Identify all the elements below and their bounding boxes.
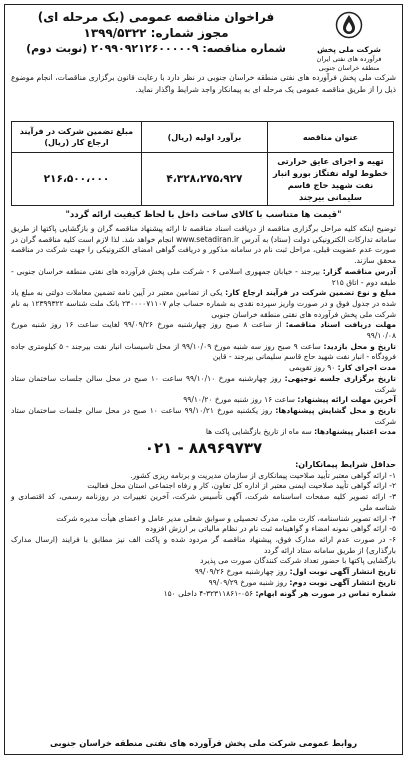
submit-label: آخرین مهلت ارائه پیشنهاد:	[297, 395, 396, 405]
phone-number: ۰۲۱ - ۸۸۹۶۹۷۳۷	[144, 439, 263, 458]
submit-line	[11, 395, 396, 406]
publish-first-line	[11, 567, 396, 578]
condition-item: ۱- ارائه گواهی معتبر تأیید صلاحیت پیمانکاری از سازمان مدیریت و برنامه ریزی کشور.	[130, 470, 396, 480]
condition-item: ۵- ارائه گواهی نمونه امضاء و گواهینامه ثبت نام در نظام مالیاتی بر ارزش افزوده	[145, 524, 396, 534]
briefing-label: تاریخ برگزاری جلسه توجیهی:	[284, 373, 396, 383]
opening-line	[11, 406, 396, 427]
logo-region: منطقه خراسان جنوبی	[318, 64, 380, 72]
guarantee-label: مبلغ و نوع تضمین شرکت در فرآیند ارجاع کار:	[225, 288, 396, 298]
permit-number: مجوز شماره: ۱۳۹۹/۵۳۲۲	[83, 26, 229, 40]
notice-header	[11, 9, 301, 56]
col-estimate-header: برآورد اولیه (ریال)	[141, 122, 267, 153]
condition-item: ۲- ارائه گواهی تأیید صلاحیت ایمنی معتبر از اداره کل تعاون، کار و رفاه اجتماعی استان محل فعالیت	[87, 481, 396, 491]
condition-item: ۴- ارائه تصویر شناسنامه، کارت ملی، مدرک تحصیلی و سوابق شغلی مدیر عامل و اعضای هیأت مدیره شرکت	[56, 513, 396, 523]
tender-title-cell: تهیه و اجرای عایق حرارتی خطوط لوله نفتگاز بورو انبار نفت شهید حاج قاسم سلیمانی بیرجند	[267, 153, 393, 206]
condition-item: بازگشایی پاکتها با حضور تعداد شرکت کنندگان صورت می پذیرد	[200, 556, 396, 566]
logo-company-subtitle: فرآورده های نفتی ایران	[316, 55, 382, 63]
guarantee-text: یکی از تضامین معتبر در آیین نامه تضمین معاملات دولتی به مبلغ یاد شده در جدول فوق و در صورت واریز سپرده نقدی به شماره حساب جام ۲۳۰۰۰۰۷۱۱۰۷ بانک ملت شناسه ۱۲۳۹۹۳۲۲ به نام شرکت ملی پخش فرآورده های نفتی منطقه خراسان جنوبی	[11, 288, 396, 319]
publish-second-line	[11, 578, 396, 589]
doc-deadline-line	[11, 320, 396, 341]
conditions-heading: حداقل شرایط پیمانکاران:	[295, 460, 396, 470]
footer-signature: روابط عمومی شرکت ملی پخش فرآورده های نفتی منطقه خراسان جنوبی	[49, 738, 358, 748]
company-logo	[302, 11, 396, 73]
publish-first-text: روز چهارشنبه مورخ ۹۹/۰۹/۲۶	[194, 567, 290, 577]
validity-label: مدت اعتبار پیشنهادها:	[314, 427, 396, 437]
table-row	[12, 153, 394, 206]
duration-text: ۹۰ روز تقویمی	[289, 363, 338, 373]
condition-item: ۳- ارائه تصویر کلیه صفحات اساسنامه شرکت، آگهی تأسیس شرکت، آخرین تغییرات در روزنامه رسمی، کد اقتصادی و شناسه ملی	[11, 492, 396, 512]
address-text: بیرجند - خیابان جمهوری اسلامی ۶ - شرکت ملی پخش فرآورده های نفتی منطقه خراسان جنوبی - طبقه دوم - اتاق ۲۱۵	[11, 266, 396, 287]
opening-label: تاریخ و محل گشایش پیشنهادها:	[275, 405, 396, 415]
publish-first-label: تاریخ انتشار آگهی نوبت اول:	[289, 567, 396, 577]
quality-banner: "قیمت ها متناسب با کالای ساخت داخل با لحاظ کیفیت ارائه گردد"	[65, 210, 342, 220]
briefing-line	[11, 374, 396, 395]
opening-text: روز یکشنبه مورخ ۹۹/۱۰/۲۱ ساعت ۱۰ صبح در محل سالن جلسات ساختمان ستاد شرکت	[11, 405, 396, 426]
visit-label: تاریخ و محل بازدید:	[323, 341, 396, 351]
address-line	[11, 267, 396, 288]
tender-notice	[4, 4, 403, 755]
col-title-header: عنوان مناقصه	[267, 122, 393, 153]
notice-title: فراخوان مناقصه عمومی (یک مرحله ای)	[37, 10, 275, 24]
tender-table	[11, 121, 394, 206]
estimate-cell: ۴،۳۲۸،۲۷۵،۹۲۷	[141, 153, 267, 206]
logo-company-name: شرکت ملی پخش	[317, 45, 381, 54]
contact-line	[11, 589, 396, 600]
publish-second-text: روز شنبه مورخ ۹۹/۰۹/۲۹	[208, 577, 290, 587]
doc-deadline-text: از ساعت ۸ صبح روز چهارشنبه مورخ ۹۹/۰۹/۲۶ لغایت ساعت ۱۶ روز شنبه مورخ ۹۹/۱۰/۰۸	[11, 320, 396, 341]
notice-body	[11, 224, 396, 599]
submit-text: ساعت ۱۶ روز شنبه مورخ ۹۹/۱۰/۲۰	[183, 395, 298, 405]
address-label: آدرس مناقصه گزار:	[322, 266, 396, 276]
briefing-text: روز چهارشنبه مورخ ۹۹/۱۰/۱۰ ساعت ۱۰ صبح در محل سالن جلسات ساختمان ستاد شرکت	[11, 373, 396, 394]
tender-number: شماره مناقصه: ۲۰۹۹۰۹۲۱۲۶۰۰۰۰۰۹ (نوبت دوم)	[26, 42, 286, 55]
duration-line	[11, 363, 396, 374]
visit-text: ساعت ۹ صبح روز سه شنبه مورخ ۹۹/۱۰/۰۹ از محل تاسیسات انبار نفت بیرجند - ۵ کیلومتری جاده فرودگاه - انبار نفت شهید حاج قاسم سلیمانی بیرجند - قاین	[11, 341, 396, 362]
guarantee-line	[11, 288, 396, 320]
procedure-paragraph: توضیح اینکه کلیه مراحل برگزاری مناقصه از دریافت اسناد مناقصه تا ارائه پیشنهاد مناقصه گران و بازگشایی پاکتها از طریق سامانه تدارکات الکترونیکی دولت (ستاد) به آدرس www.setadiran.ir انجام خواهد شد. لذا لازم است کلیه مناقصه گران در صورت عدم عضویت قبلی، مراحل ثبت نام در سامانه مذکور و دریافت گواهی امضای الکترونیکی را جهت شرکت در مناقصه محقق سازند.	[11, 224, 396, 266]
condition-item: ۶- در صورت عدم ارائه مدارک فوق، پیشنهاد مناقصه گر مردود شده و پاکت الف نیز مطابق با فرایند (ارسال مدارک بارگذاری) از طریق سامانه ستاد ارائه گردد	[11, 534, 396, 555]
intro-paragraph: شرکت ملی پخش فرآورده های نفتی منطقه خراسان جنوبی در نظر دارد با رعایت قانون برگزاری مناقصات، انجام موضوع ذیل را از طریق مناقصه عمومی یک مرحله ای به پیمانکار واجد شرایط واگذار نماید.	[11, 73, 396, 94]
contact-label: شماره تماس در صورت هر گونه ابهام:	[255, 588, 396, 598]
publish-second-label: تاریخ انتشار آگهی نوبت دوم:	[289, 577, 396, 587]
flame-drop-icon	[335, 11, 363, 39]
visit-line	[11, 342, 396, 363]
contact-text: ۰۵۶-۳۲۳۱۱۸۶۱-۴ داخلی ۱۵۰	[163, 588, 256, 598]
col-deposit-header: مبلغ تضمین شرکت در فرآیند ارجاع کار (ریال)	[12, 122, 142, 153]
table-header-row	[12, 122, 394, 153]
validity-line	[11, 427, 396, 438]
validity-text: سه ماه از تاریخ بازگشایی پاکت ها	[205, 427, 315, 437]
duration-label: مدت اجرای کار:	[337, 363, 396, 373]
doc-deadline-label: مهلت دریافت اسناد مناقصه:	[285, 320, 396, 330]
deposit-cell: ۲۱۶،۵۰۰،۰۰۰	[12, 153, 142, 206]
